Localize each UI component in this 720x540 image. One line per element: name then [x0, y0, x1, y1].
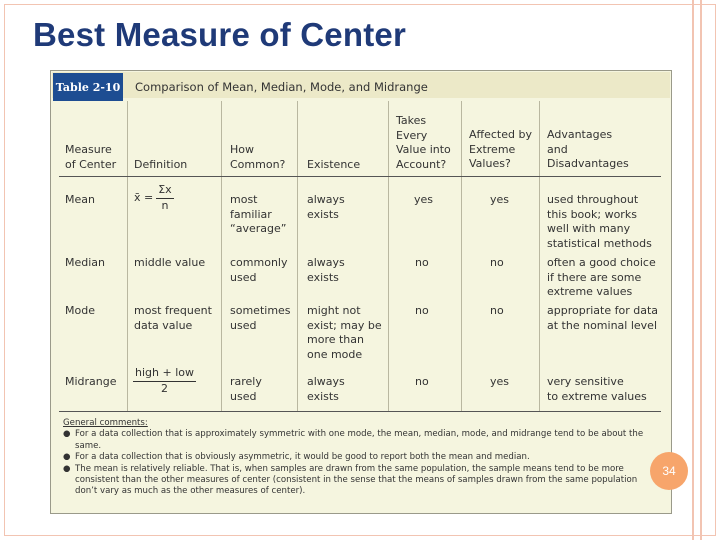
header-takes-every-value: Takes Every Value into Account?	[396, 114, 451, 171]
header-how-common: How Common?	[230, 143, 286, 171]
row-mean-measure: Mean	[65, 193, 95, 206]
bullet-icon: ●	[63, 429, 71, 440]
header-measure: Measure of Center	[65, 143, 117, 171]
header-existence: Existence	[307, 158, 361, 171]
bullet-icon: ●	[63, 452, 71, 463]
header-affected-by-extreme: Affected by Extreme Values?	[469, 128, 532, 170]
comment-item: ● The mean is relatively reliable. That is, when samples are drawn from the same population, the sample means tend to be more consistent than the other measures of center (consistent in the sense that the means of samples drawn from the same population don’t vary as much as the other measures of center).	[63, 463, 638, 497]
slide-title: Best Measure of Center	[33, 16, 407, 53]
comments-header: General comments:	[63, 418, 148, 428]
row-midrange-affected: yes	[490, 375, 510, 388]
table-caption: Comparison of Mean, Median, Mode, and Midrange	[135, 80, 428, 94]
row-midrange-how-common: rarely used	[230, 375, 262, 403]
column-divider	[221, 101, 222, 411]
row-median-existence: always exists	[307, 256, 345, 284]
row-mode-how-common: sometimes used	[230, 304, 291, 332]
comment-item: ● For a data collection that is obviously asymmetric, it would be good to report both the mean and median.	[63, 452, 530, 463]
row-mode-existence: might not exist; may be more than one mode	[307, 304, 382, 361]
table-number-badge: Table 2-10	[53, 73, 123, 101]
comparison-table	[50, 70, 672, 514]
column-divider	[388, 101, 389, 411]
row-mean-definition: x̄ = $\frac{\Sigma x}{n}$	[134, 183, 172, 212]
row-midrange-existence: always exists	[307, 375, 345, 403]
row-median-definition: middle value	[134, 256, 206, 269]
slide-number-badge: 34	[650, 452, 688, 490]
row-midrange-measure: Midrange	[65, 375, 117, 388]
header-rule	[59, 176, 661, 177]
body-rule	[59, 411, 661, 412]
row-midrange-advantages: very sensitive to extreme values	[547, 375, 647, 403]
row-median-measure: Median	[65, 256, 106, 269]
column-divider	[461, 101, 462, 411]
row-mean-affected: yes	[490, 193, 510, 206]
bullet-icon: ●	[63, 463, 71, 474]
header-definition: Definition	[134, 158, 188, 171]
slide-frame-stripe	[700, 0, 702, 540]
row-mode-advantages: appropriate for data at the nominal level	[547, 304, 658, 332]
row-median-takes-every: no	[415, 256, 429, 269]
header-advantages: Advantages and Disadvantages	[547, 128, 629, 170]
row-median-affected: no	[490, 256, 504, 269]
row-mode-measure: Mode	[65, 304, 95, 317]
general-comments	[63, 418, 659, 498]
row-mode-definition: most frequent data value	[134, 304, 212, 332]
column-divider	[297, 101, 298, 411]
row-mode-takes-every: no	[415, 304, 429, 317]
column-divider	[127, 101, 128, 411]
row-mean-existence: always exists	[307, 193, 345, 221]
row-midrange-takes-every: no	[415, 375, 429, 388]
row-mean-advantages: used throughout this book; works well with many statistical methods	[547, 193, 652, 250]
row-median-advantages: often a good choice if there are some extreme values	[547, 256, 656, 298]
column-divider	[539, 101, 540, 411]
comment-item: ● For a data collection that is approximately symmetric with one mode, the mean, median, mode, and midrange tend to be about the same.	[63, 429, 644, 451]
row-midrange-definition: $\frac{\text{high + low}}{2}$	[135, 366, 194, 395]
row-mean-how-common: most familiar “average”	[230, 193, 287, 235]
row-mode-affected: no	[490, 304, 504, 317]
row-median-how-common: commonly used	[230, 256, 288, 284]
row-mean-takes-every: yes	[414, 193, 434, 206]
slide-frame-stripe	[692, 0, 694, 540]
